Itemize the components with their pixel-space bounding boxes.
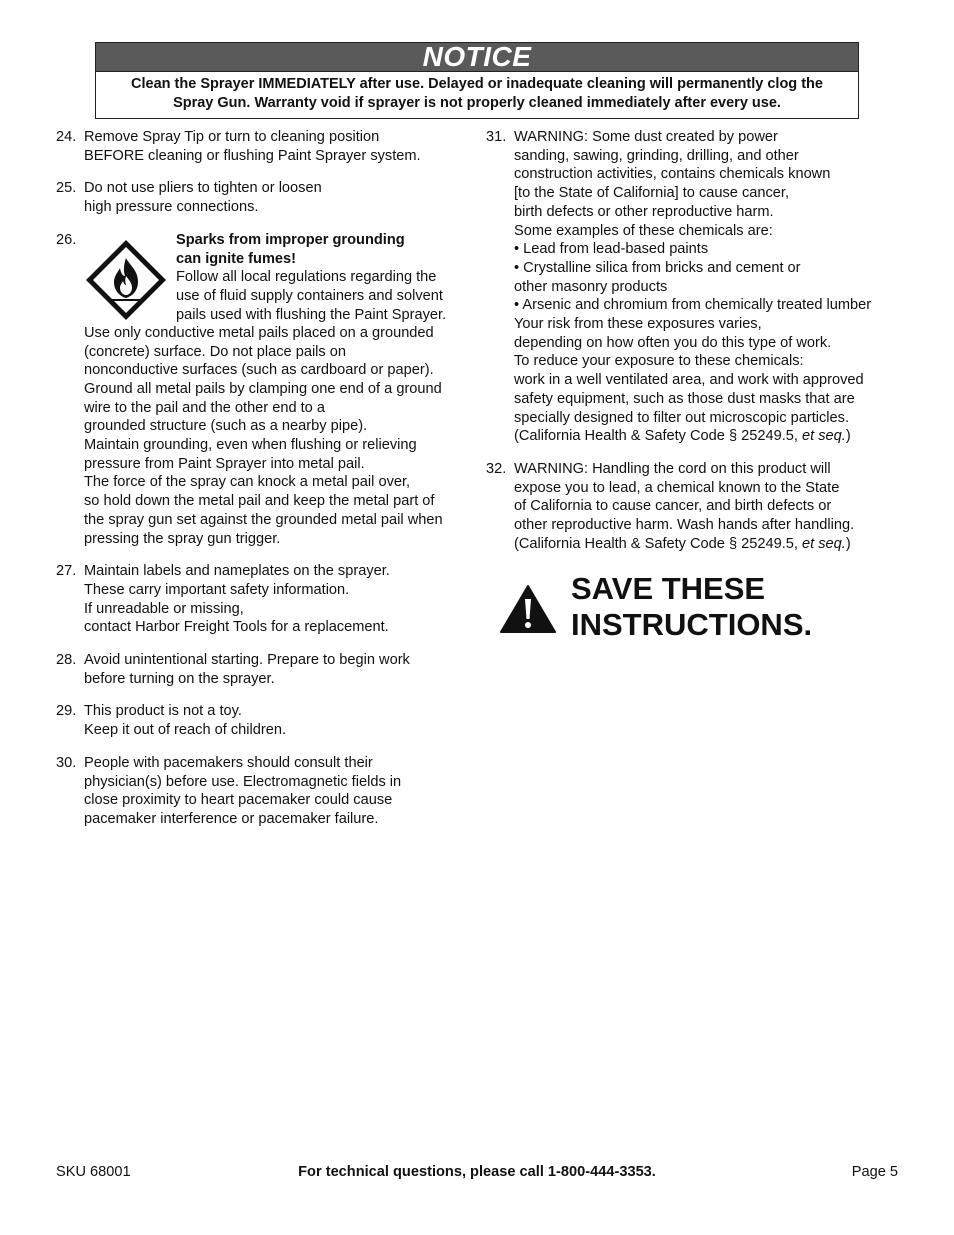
item-line: (concrete) surface. Do not place pails on (84, 343, 347, 360)
item-line: wire to the pail and the other end to a (84, 399, 325, 416)
item-number: 30. (56, 754, 77, 771)
citation-italic: et seq. (802, 535, 846, 552)
list-item-28 (56, 651, 474, 688)
item-line: high pressure connections. (84, 199, 259, 216)
item-line: Use only conductive metal pails placed on a grounded (84, 324, 434, 341)
item-line: To reduce your exposure to these chemicals: (514, 353, 804, 370)
item-line: Your risk from these exposures varies, (514, 316, 762, 333)
fire-heading: can ignite fumes! (176, 250, 297, 267)
item-line: Avoid unintentional starting. Prepare to begin work (84, 652, 410, 669)
item-line: use of fluid supply containers and solvent (176, 287, 443, 304)
list-item-25 (56, 179, 474, 216)
item-line: physician(s) before use. Electromagnetic fields in (84, 773, 402, 790)
item-number: 32. (486, 460, 507, 477)
list-item-31 (486, 128, 906, 446)
item-line: contact Harbor Freight Tools for a replacement. (84, 619, 389, 636)
citation (514, 535, 906, 554)
item-number: 29. (56, 703, 77, 720)
item-line: People with pacemakers should consult their (84, 754, 373, 771)
fire-heading: Sparks from improper grounding (176, 231, 405, 248)
item-line: specially designed to filter out microscopic particles. (514, 409, 849, 426)
item-line: These carry important safety information. (84, 581, 350, 598)
item-line: Do not use pliers to tighten or loosen (84, 180, 322, 197)
item-line: WARNING: Some dust created by power (514, 129, 778, 145)
fire-warning-text (176, 231, 446, 325)
item-line: Remove Spray Tip or turn to cleaning position (84, 129, 380, 145)
item-line: WARNING: Handling the cord on this product will (514, 460, 831, 477)
item-line: Follow all local regulations regarding the (176, 269, 437, 286)
item-line: expose you to lead, a chemical known to the State (514, 479, 840, 496)
left-column (56, 128, 474, 843)
item-line: so hold down the metal pail and keep the metal part of (84, 493, 435, 510)
item-line: The force of the spray can knock a metal pail over, (84, 474, 411, 491)
fire-hazard-icon (84, 238, 168, 322)
item-line: grounded structure (such as a nearby pipe). (84, 418, 368, 435)
citation-text: (California Health & Safety Code § 25249.5, (514, 535, 802, 552)
item-line: BEFORE cleaning or flushing Paint Sprayer system. (84, 147, 421, 164)
notice-line: Clean the Sprayer IMMEDIATELY after use. Delayed or inadequate cleaning will permanently clog the (131, 76, 823, 92)
item-line: of California to cause cancer, and birth defects or (514, 498, 832, 515)
item-line: close proximity to heart pacemaker could cause (84, 792, 393, 809)
footer-page-number: Page 5 (851, 1164, 898, 1180)
list-item-32 (486, 460, 906, 554)
item-line: safety equipment, such as those dust masks that are (514, 390, 855, 407)
citation-close: ) (845, 428, 851, 445)
item-line: • Lead from lead-based paints (514, 241, 709, 258)
item-line: other reproductive harm. Wash hands after handling. (514, 517, 855, 534)
page-footer (0, 1164, 954, 1184)
list-item-29 (56, 702, 474, 739)
notice-line: Spray Gun. Warranty void if sprayer is not properly cleaned immediately after every use. (173, 94, 781, 111)
item-line: construction activities, contains chemicals known (514, 166, 831, 183)
item-number: 25. (56, 180, 77, 197)
item-number: 28. (56, 652, 77, 669)
item-line: Some examples of these chemicals are: (514, 222, 773, 239)
list-item-27 (56, 562, 474, 637)
item-line: If unreadable or missing, (84, 600, 244, 617)
list-item-24 (56, 128, 474, 165)
item-number: 24. (56, 129, 77, 145)
citation-close: ) (845, 535, 851, 552)
footer-support-text: For technical questions, please call 1-800-444-3353. (298, 1164, 656, 1180)
item-line: pacemaker interference or pacemaker failure. (84, 810, 379, 827)
warning-triangle-icon (499, 584, 557, 634)
item-line: pressure from Paint Sprayer into metal pail. (84, 455, 365, 472)
item-line: birth defects or other reproductive harm. (514, 203, 774, 220)
citation-italic: et seq. (802, 428, 846, 445)
list-item-30 (56, 754, 474, 829)
footer-sku: SKU 68001 (56, 1164, 131, 1180)
item-number: 26. (56, 231, 77, 248)
save-instructions-block (499, 570, 919, 650)
item-line: the spray gun set against the grounded metal pail when (84, 511, 443, 528)
item-line: Maintain grounding, even when flushing or relieving (84, 437, 417, 454)
item-line: • Arsenic and chromium from chemically treated lumber (514, 297, 872, 314)
save-line-2: INSTRUCTIONS. (571, 607, 813, 642)
notice-title: NOTICE (422, 41, 532, 72)
item-line: Maintain labels and nameplates on the sprayer. (84, 563, 390, 580)
item-line: nonconductive surfaces (such as cardboard or paper). (84, 362, 434, 379)
notice-header (96, 43, 858, 72)
save-line-1: SAVE THESE (571, 571, 766, 606)
item-line: other masonry products (514, 278, 668, 295)
notice-box (95, 42, 859, 119)
save-instructions-heading (571, 571, 812, 643)
item-line: depending on how often you do this type of work. (514, 334, 832, 351)
item-line: before turning on the sprayer. (84, 670, 275, 687)
item-line: This product is not a toy. (84, 703, 242, 720)
item-line: • Crystalline silica from bricks and cement or (514, 259, 801, 276)
right-column (486, 128, 906, 567)
item-line: work in a well ventilated area, and work with approved (514, 372, 864, 389)
item-line: pails used with flushing the Paint Sprayer. (176, 306, 447, 323)
item-number: 31. (486, 129, 507, 145)
citation-text: (California Health & Safety Code § 25249.5, (514, 428, 802, 445)
citation (514, 427, 906, 446)
item-line: pressing the spray gun trigger. (84, 530, 281, 547)
item-line: Keep it out of reach of children. (84, 722, 287, 739)
fire-warning-block (84, 231, 474, 324)
notice-text (96, 72, 858, 118)
list-item-26 (56, 231, 474, 548)
item-line: [to the State of California] to cause cancer, (514, 185, 790, 202)
item-line: Ground all metal pails by clamping one end of a ground (84, 380, 442, 397)
item-number: 27. (56, 563, 77, 580)
item-line: sanding, sawing, grinding, drilling, and other (514, 147, 799, 164)
